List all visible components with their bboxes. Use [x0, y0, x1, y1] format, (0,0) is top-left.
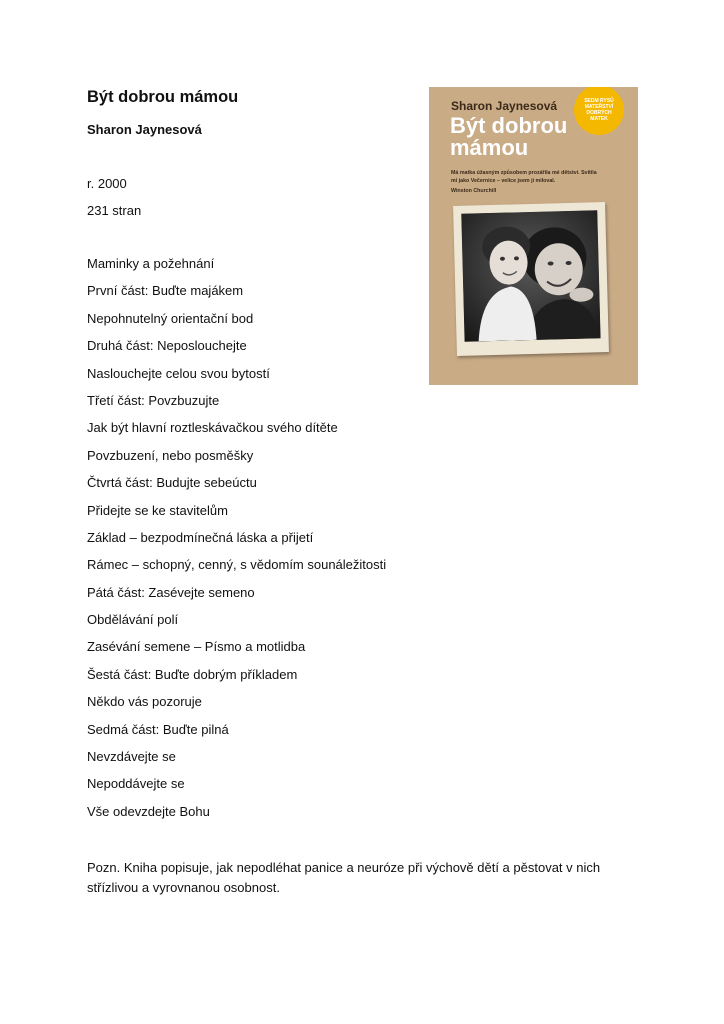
book-title: Být dobrou mámou: [87, 88, 239, 106]
cover-photo-frame: [453, 202, 609, 356]
cover-quote: [451, 169, 601, 195]
cover-quote-author: Winston Churchill: [451, 188, 497, 194]
toc-item: Vše odevzdejte Bohu: [87, 803, 210, 819]
toc-item: Přidejte se ke stavitelům: [87, 502, 228, 518]
toc-item: První část: Buďte majákem: [87, 283, 244, 299]
toc-item: Rámec – schopný, cenný, s vědomím sounáležitosti: [87, 557, 387, 573]
toc-item: Povzbuzení, nebo posměšky: [87, 447, 254, 463]
cover-title: Být dobrou mámou: [450, 113, 568, 160]
cover-badge-text: SEDM RYSŮ MATEŘSTVÍ DOBRÝCH MATEK: [584, 98, 614, 122]
toc-item: Maminky a požehnání: [87, 256, 215, 271]
toc-item: Čtvrtá část: Budujte sebeúctu: [87, 475, 257, 491]
book-cover-image: [429, 87, 638, 385]
cover-badge: [574, 87, 624, 135]
toc-item: Šestá část: Buďte dobrým příkladem: [87, 666, 298, 682]
note-paragraph: Pozn. Kniha popisuje, jak nepodléhat panice a neuróze při výchově dětí a pěstovat v nich střízlivou a vyrovnanou osobnost.: [87, 860, 601, 895]
toc-item: Sedmá část: Buďte pilná: [87, 721, 229, 737]
toc-item: Pátá část: Zasévejte semeno: [87, 584, 255, 600]
toc-item: Nepohnutelný orientační bod: [87, 310, 254, 326]
toc-item: Obdělávání polí: [87, 612, 179, 628]
mother-child-photo-icon: [461, 210, 600, 342]
cover-author: Sharon Jaynesová: [451, 99, 558, 113]
toc-item: Třetí část: Povzbuzujte: [87, 392, 220, 408]
book-pages: 231 stran: [87, 203, 142, 218]
cover-photo: [461, 210, 600, 342]
toc-item: Zasévání semene – Písmo a motlidba: [87, 639, 306, 655]
toc-item: Naslouchejte celou svou bytostí: [87, 365, 270, 381]
cover-quote-text: Má matka úžasným způsobem prozářila mé dětství. Svítila mi jako Večernice – velice jsem ji miloval.: [451, 170, 597, 184]
toc-item: Někdo vás pozoruje: [87, 694, 202, 710]
book-year: r. 2000: [87, 176, 127, 191]
table-of-contents: [87, 257, 386, 832]
toc-item: Základ – bezpodmínečná láska a přijetí: [87, 529, 314, 545]
toc-item: Druhá část: Neposlouchejte: [87, 338, 247, 354]
book-author: Sharon Jaynesová: [87, 122, 202, 137]
toc-item: Nepoddávejte se: [87, 776, 185, 792]
toc-item: Jak být hlavní roztleskávačkou svého dítěte: [87, 420, 338, 436]
toc-item: Nevzdávejte se: [87, 749, 176, 765]
